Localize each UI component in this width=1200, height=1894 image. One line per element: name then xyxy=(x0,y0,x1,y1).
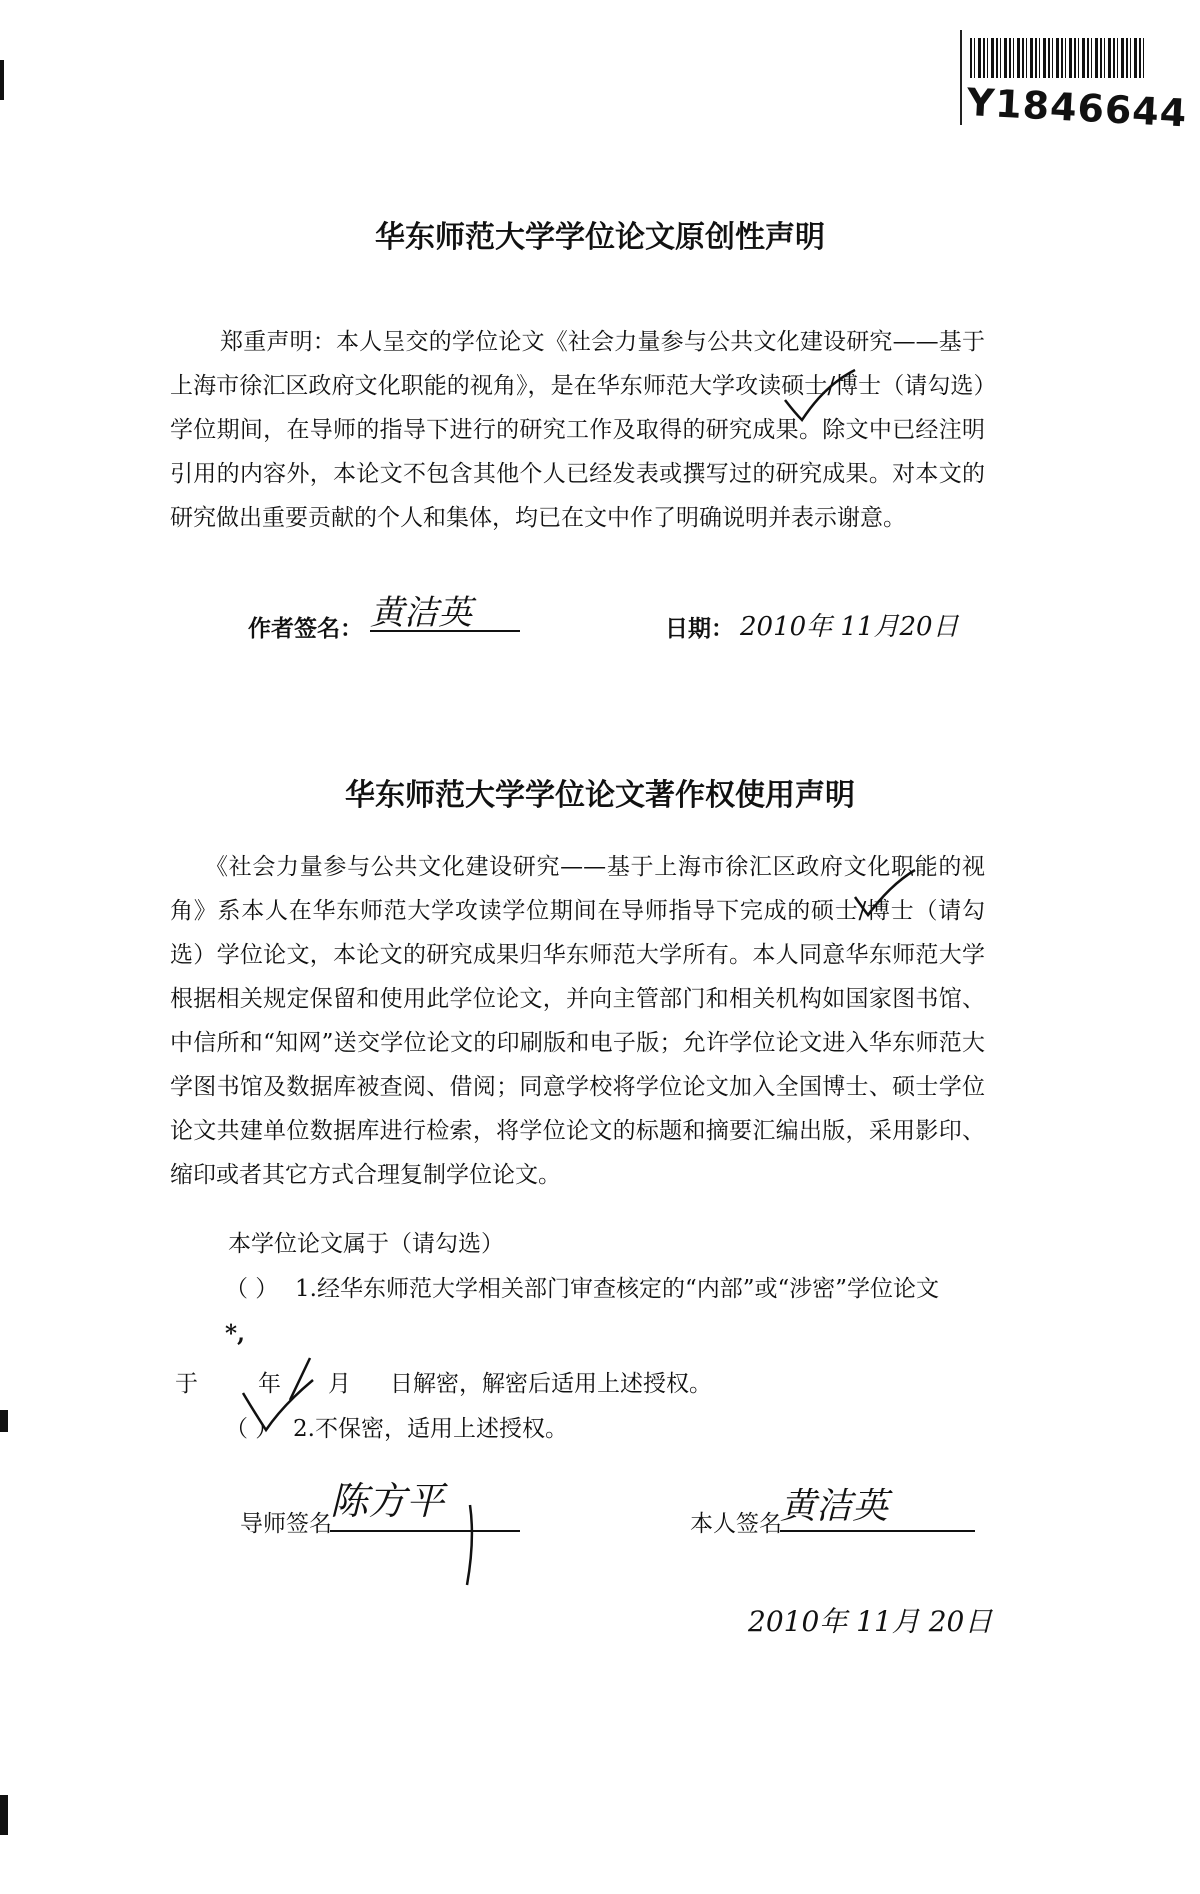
barcode-label xyxy=(960,30,1189,136)
self-signature-label: 本人签名 xyxy=(690,1511,782,1537)
option2-checkbox[interactable]: （ ） xyxy=(225,1416,279,1442)
scan-edge-mark xyxy=(0,1795,8,1835)
declassify-year: 年 xyxy=(258,1371,281,1397)
supervisor-signature-label: 导师签名 xyxy=(240,1511,332,1537)
option1-checkbox[interactable]: （ ） xyxy=(225,1276,279,1302)
copyright-declaration-body: 《社会力量参与公共文化建设研究——基于上海市徐汇区政府文化职能的视角》系本人在华东师范大学攻读学位期间在导师指导下完成的硕士/博士（请勾选）学位论文，本论文的研究成果归华东师范大学所有。本人同意华东师范大学根据相关规定保留和使用此学位论文，并向主管部门和相关机构如国家图书馆、中信所和“知网”送交学位论文的印刷版和电子版；允许学位论文进入华东师范大学图书馆及数据库被查阅、借阅；同意学校将学位论文加入全国博士、硕士学位论文共建单位数据库进行检索，将学位论文的标题和摘要汇编出版，采用影印、缩印或者其它方式合理复制学位论文。 xyxy=(170,854,985,1188)
option1-star: *, xyxy=(225,1320,246,1347)
author-signature-label: 作者签名： xyxy=(248,616,363,642)
declassify-month: 月 xyxy=(328,1371,351,1397)
author-signature: 黄洁英 xyxy=(370,585,520,632)
date-label: 日期： xyxy=(665,616,734,642)
originality-declaration-title: 华东师范大学学位论文原创性声明 xyxy=(375,220,825,255)
category-prompt: 本学位论文属于（请勾选） xyxy=(228,1231,504,1257)
supervisor-signature: 陈方平 xyxy=(330,1470,520,1532)
option1-text: 1.经华东师范大学相关部门审查核定的“内部”或“涉密”学位论文 xyxy=(295,1276,939,1302)
declassify-rest: 日解密，解密后适用上述授权。 xyxy=(390,1371,712,1397)
declassify-yu: 于 xyxy=(175,1371,198,1397)
scan-edge-mark xyxy=(0,1410,8,1432)
scan-edge-mark xyxy=(0,60,4,100)
barcode-bars xyxy=(970,38,1145,78)
self-signature: 黄洁英 xyxy=(780,1478,975,1532)
originality-declaration-body: 郑重声明：本人呈交的学位论文《社会力量参与公共文化建设研究——基于上海市徐汇区政府文化职能的视角》，是在华东师范大学攻读硕士/博士（请勾选）学位期间，在导师的指导下进行的研究工作及取得的研究成果。除文中已经注明引用的内容外，本论文不包含其他个人已经发表或撰写过的研究成果。对本文的研究做出重要贡献的个人和集体，均已在文中作了明确说明并表示谢意。 xyxy=(170,329,985,531)
barcode-number: Y1846644 xyxy=(965,80,1189,136)
slash-mark-icon xyxy=(285,1355,315,1405)
date-value: 2010年 11月20日 xyxy=(740,612,959,642)
option2-text: 2.不保密，适用上述授权。 xyxy=(293,1416,568,1442)
final-date: 2010年 11月 20日 xyxy=(748,1605,993,1638)
copyright-declaration-title: 华东师范大学学位论文著作权使用声明 xyxy=(345,778,855,813)
